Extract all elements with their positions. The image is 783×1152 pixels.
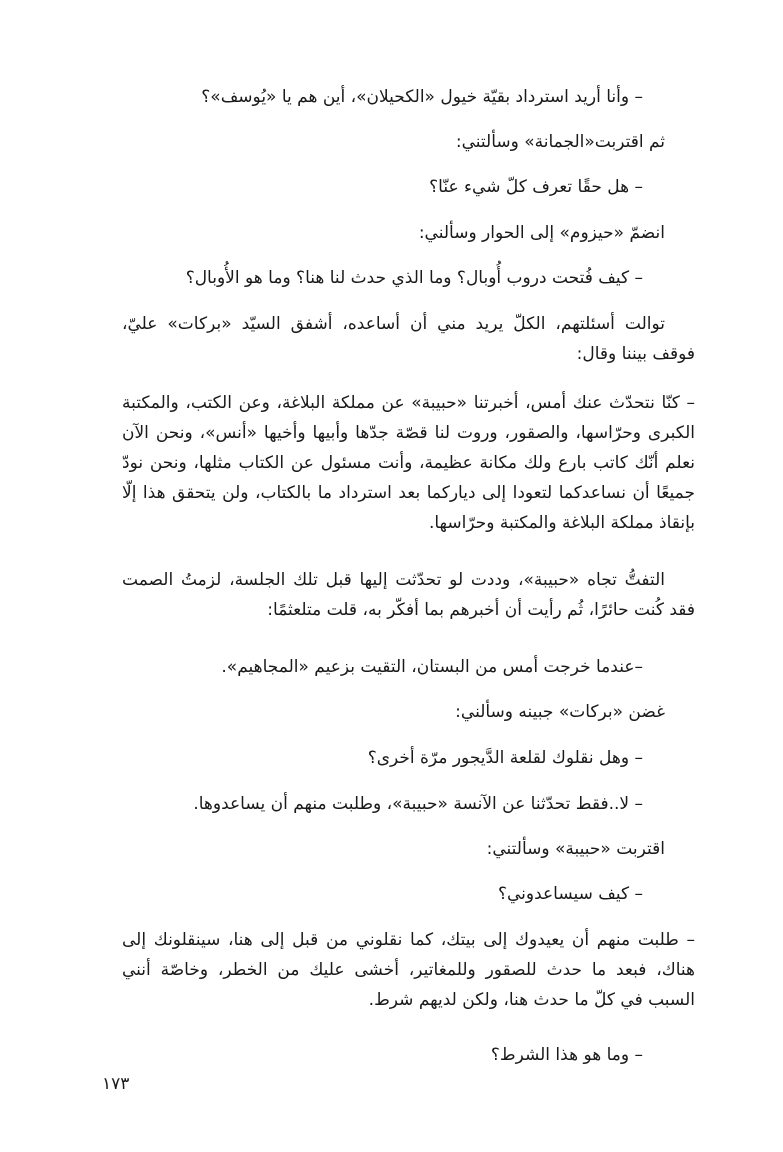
- page-number: ١٧٣: [102, 1074, 130, 1094]
- dialogue-line: – وهل نقلوك لقلعة الدَّيجور مرّة أخرى؟: [367, 748, 643, 768]
- narration-line: اقتربت «حبيبة» وسألتني:: [486, 839, 665, 859]
- dialogue-line: – كيف سيساعدوني؟: [497, 884, 643, 904]
- narration-line: ثم اقتربت«الجمانة» وسألتني:: [455, 132, 665, 152]
- dialogue-line: – كيف فُتحت دروب أُوبال؟ وما الذي حدث لنا هنا؟ وما هو الأُوبال؟: [185, 268, 643, 288]
- narration-paragraph: التفتُّ تجاه «حبيبة»، وددت لو تحدّثت إليها قبل تلك الجلسة، لزمتُ الصمت فقد كُنت حائرًا، ثُم رأيت أن أخبرهم بما أفكّر به، قلت متلعثمًا:: [122, 570, 695, 620]
- dialogue-line: –عندما خرجت أمس من البستان، التقيت بزعيم «المجاهيم».: [221, 657, 643, 677]
- dialogue-paragraph: – طلبت منهم أن يعيدوك إلى بيتك، كما نقلوني من قبل إلى هنا، سينقلونك إلى هناك، فبعد ما حدث للصقور وللمغاتير، أخشى عليك من الخطر، وخاصّة أنني السبب في كلّ ما حدث هنا، ولكن لديهم شرط.: [122, 930, 695, 1010]
- dialogue-line: – هل حقًا تعرف كلّ شيء عنّا؟: [429, 177, 643, 197]
- dialogue-paragraph: – كنّا نتحدّث عنك أمس، أخبرتنا «حبيبة» عن مملكة البلاغة، وعن الكتب، والمكتبة الكبرى وحرّاسها، والصقور، وروت لنا قصّة جدّها وأبيها وأخيها «أنس»، ونحن الآن نعلم أنّك كاتب بارع ولك مكانة عظيمة، وأنت مسئول عن الكتاب مثلها، ونحن نودّ جميعًا أن نساعدكما لتعودا إلى دياركما بعد استرداد ما بالكتاب، ولن يتحقق هذا إلّا بإنقاذ مملكة البلاغة والمكتبة وحرّاسها.: [122, 393, 695, 533]
- narration-paragraph: توالت أسئلتهم، الكلّ يريد مني أن أساعده، أشفق السيّد «بركات» عليّ، فوقف بيننا وقال:: [122, 314, 695, 364]
- narration-line: غضن «بركات» جبينه وسألني:: [455, 702, 665, 722]
- dialogue-line: – لا..فقط تحدّثنا عن الآنسة «حبيبة»، وطلبت منهم أن يساعدوها.: [193, 794, 643, 814]
- dialogue-line: – وأنا أريد استرداد بقيّة خيول «الكحيلان»، أين هم يا «يُوسف»؟: [201, 87, 643, 107]
- narration-line: انضمّ «حيزوم» إلى الحوار وسألني:: [418, 223, 665, 243]
- dialogue-line: – وما هو هذا الشرط؟: [490, 1045, 643, 1065]
